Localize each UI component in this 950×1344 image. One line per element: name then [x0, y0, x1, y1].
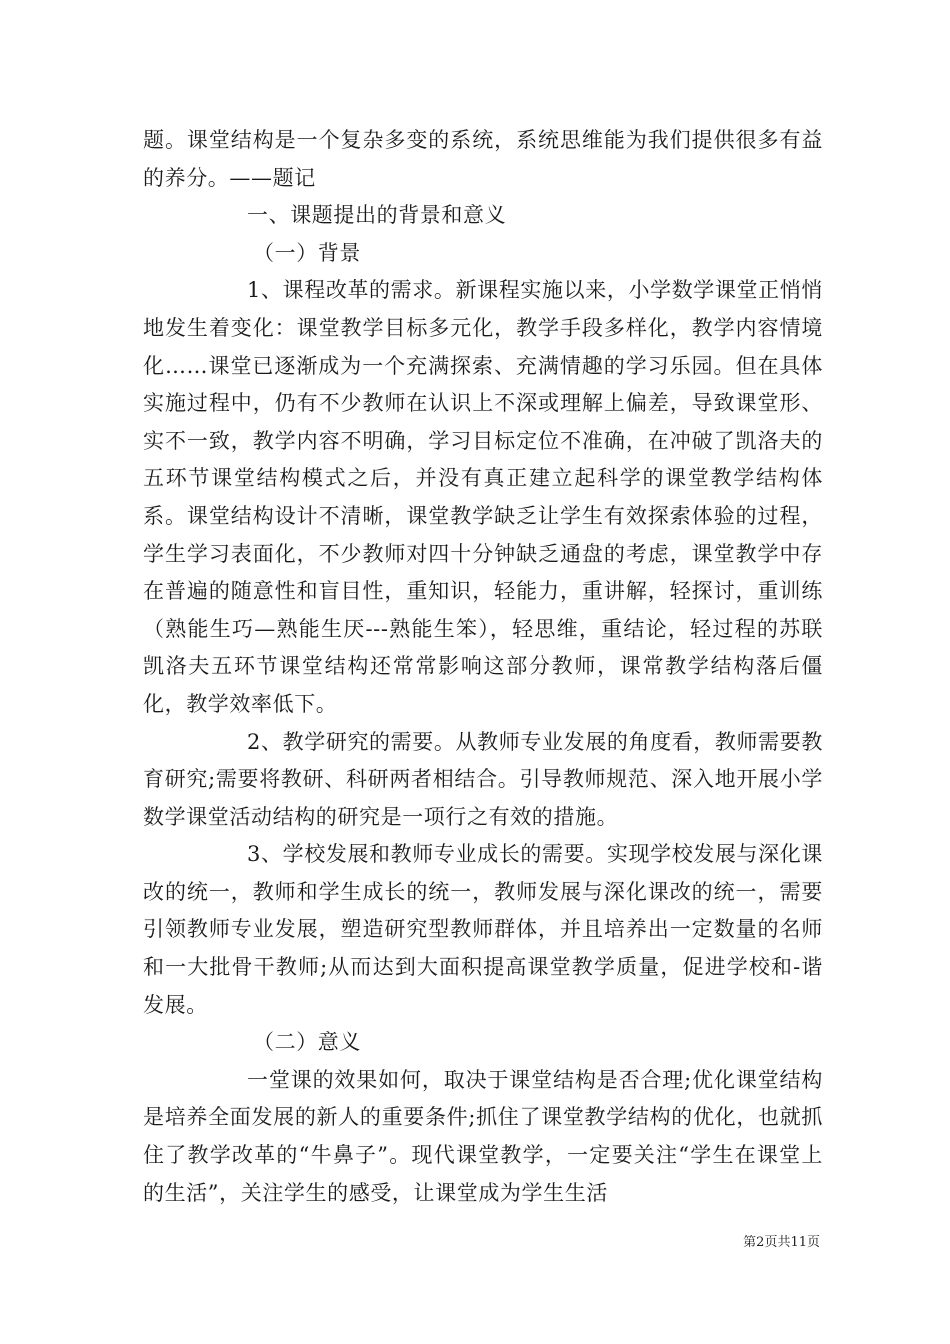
paragraph-teaching-research: 2、教学研究的需要。从教师专业发展的角度看，教师需要教育研究;需要将教研、科研两者相结合。引导教师规范、深入地开展小学数学课堂活动结构的研究是一项行之有效的措施。	[143, 729, 823, 829]
paragraph-school-development: 3、学校发展和教师专业成长的需要。实现学校发展与深化课改的统一，教师和学生成长的统一，教师发展与深化课改的统一，需要引领教师专业发展，塑造研究型教师群体，并且培养出一定数量的名师和一大批骨干教师;从而达到大面积提高课堂教学质量，促进学校和-谐发展。	[143, 842, 823, 1017]
paragraph-curriculum-reform: 1、课程改革的需求。新课程实施以来，小学数学课堂正悄悄地发生着变化：课堂教学目标多元化，教学手段多样化，教学内容情境化……课堂已逐渐成为一个充满探索、充满情趣的学习乐园。但在具体实施过程中，仍有不少教师在认识上不深或理解上偏差，导致课堂形、实不一致，教学内容不明确，学习目标定位不准确，在冲破了凯洛夫的五环节课堂结构模式之后，并没有真正建立起科学的课堂教学结构体系。课堂结构设计不清晰，课堂教学缺乏让学生有效探索体验的过程，学生学习表面化，不少教师对四十分钟缺乏通盘的考虑，课堂教学中存在普遍的随意性和盲目性，重知识，轻能力，重讲解，轻探讨，重训练（熟能生巧—熟能生厌---熟能生笨），轻思维，重结论，轻过程的苏联凯洛夫五环节课堂结构还常常影响这部分教师，课常教学结构落后僵化，教学效率低下。	[143, 278, 823, 716]
document-body	[143, 122, 823, 1212]
subsection-heading-significance: （二）意义	[253, 1030, 361, 1055]
paragraph-significance: 一堂课的效果如何，取决于课堂结构是否合理;优化课堂结构是培养全面发展的新人的重要条件;抓住了课堂教学结构的优化，也就抓住了教学改革的“牛鼻子”。现代课堂教学，一定要关注“学生在课堂上的生活”，关注学生的感受，让课堂成为学生生活	[143, 1067, 823, 1205]
subsection-heading-background: （一）背景	[253, 240, 361, 265]
page-number: 第2页共11页	[743, 1235, 820, 1250]
paragraph-epigraph: 题。课堂结构是一个复杂多变的系统，系统思维能为我们提供很多有益的养分。——题记	[143, 128, 823, 190]
section-heading: 一、课题提出的背景和意义	[247, 203, 507, 228]
